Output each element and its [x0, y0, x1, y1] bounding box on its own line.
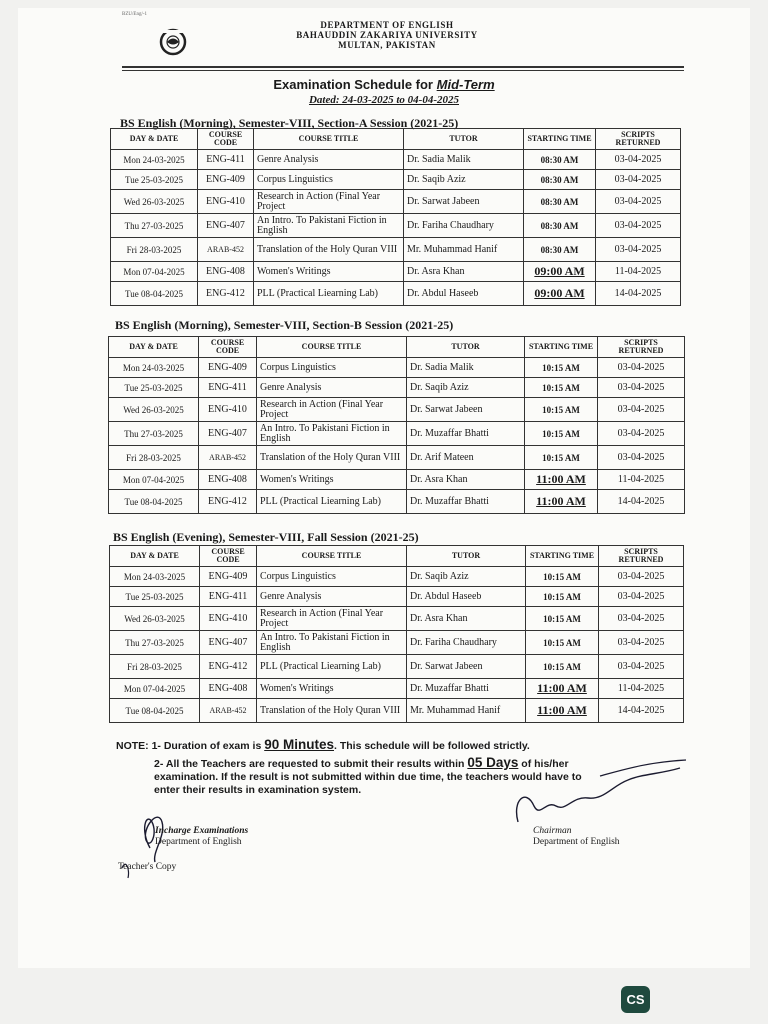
course-code-cell: ENG-408	[198, 262, 254, 282]
header-course-code: COURSE CODE	[199, 337, 257, 358]
day-date-cell: Thu 27-03-2025	[110, 631, 200, 655]
course-title-cell: Genre Analysis	[257, 378, 407, 398]
scripts-returned-cell: 11-04-2025	[596, 262, 681, 282]
day-date-cell: Tue 08-04-2025	[110, 699, 200, 723]
tutor-cell: Dr. Arif Mateen	[407, 446, 525, 470]
signature-block-incharge	[155, 826, 248, 848]
course-title-cell: Translation of the Holy Quran VIII	[257, 446, 407, 470]
starting-time-cell: 09:00 AM	[524, 262, 596, 282]
day-date-cell: Wed 26-03-2025	[111, 190, 198, 214]
title-prefix: Examination Schedule for	[273, 77, 433, 92]
chairman-title: Chairman	[533, 826, 572, 836]
tutor-cell: Mr. Muhammad Hanif	[407, 699, 526, 723]
header-starting-time: STARTING TIME	[524, 129, 596, 150]
tutor-cell: Dr. Muzaffar Bhatti	[407, 422, 525, 446]
course-title-cell: Research in Action (Final Year Project	[257, 398, 407, 422]
section-b-title: BS English (Morning), Semester-VIII, Section-B Session (2021-25)	[115, 318, 454, 332]
starting-time-cell: 10:15 AM	[525, 378, 598, 398]
header-course-title: COURSE TITLE	[257, 546, 407, 567]
note-2-line-3: enter their results in examination system.	[154, 784, 362, 796]
course-code-cell: ARAB-452	[199, 446, 257, 470]
tutor-cell: Dr. Sarwat Jabeen	[404, 190, 524, 214]
right-signature-stroke	[600, 760, 686, 776]
tutor-cell: Dr. Asra Khan	[407, 607, 526, 631]
course-code-cell: ENG-411	[200, 587, 257, 607]
note-2-suffix: of his/her	[521, 758, 569, 770]
day-date-cell: Fri 28-03-2025	[109, 446, 199, 470]
course-code-cell: ARAB-452	[200, 699, 257, 723]
tutor-cell: Dr. Abdul Haseeb	[404, 282, 524, 306]
header-course-title: COURSE TITLE	[257, 337, 407, 358]
scripts-returned-cell: 03-04-2025	[599, 631, 684, 655]
day-date-cell: Tue 25-03-2025	[109, 378, 199, 398]
department-name: DEPARTMENT OF ENGLISH	[320, 20, 454, 30]
note-label: NOTE:	[116, 740, 149, 752]
course-code-cell: ENG-408	[199, 470, 257, 490]
tutor-cell: Mr. Muhammad Hanif	[404, 238, 524, 262]
course-code-cell: ENG-412	[200, 655, 257, 679]
course-code-cell: ENG-409	[200, 567, 257, 587]
day-date-cell: Tue 08-04-2025	[111, 282, 198, 306]
course-title-cell: Corpus Linguistics	[257, 358, 407, 378]
note-2-line-2: examination. If the result is not submitted within due time, the teachers would have to	[154, 771, 582, 783]
starting-time-cell: 10:15 AM	[525, 398, 598, 422]
evening-section-title: BS English (Evening), Semester-VIII, Fall Session (2021-25)	[113, 530, 419, 544]
tutor-cell: Dr. Fariha Chaudhary	[407, 631, 526, 655]
scripts-returned-cell: 03-04-2025	[598, 422, 685, 446]
course-code-cell: ENG-407	[199, 422, 257, 446]
tutor-cell: Dr. Saqib Aziz	[407, 567, 526, 587]
title-term: Mid-Term	[436, 77, 495, 92]
scripts-returned-cell: 03-04-2025	[598, 378, 685, 398]
course-title-cell: An Intro. To Pakistani Fiction in English	[254, 214, 404, 238]
right-signature	[517, 768, 680, 822]
course-code-cell: ENG-412	[198, 282, 254, 306]
day-date-cell: Wed 26-03-2025	[110, 607, 200, 631]
header-starting-time: STARTING TIME	[525, 337, 598, 358]
course-title-cell: Corpus Linguistics	[257, 567, 407, 587]
course-title-cell: Women's Writings	[257, 679, 407, 699]
tutor-cell: Dr. Saqib Aziz	[407, 378, 525, 398]
scripts-returned-cell: 03-04-2025	[599, 587, 684, 607]
header-starting-time: STARTING TIME	[526, 546, 599, 567]
scripts-returned-cell: 03-04-2025	[598, 446, 685, 470]
day-date-cell: Mon 24-03-2025	[110, 567, 200, 587]
day-date-cell: Thu 27-03-2025	[111, 214, 198, 238]
tutor-cell: Dr. Sarwat Jabeen	[407, 398, 525, 422]
header-day-date: DAY & DATE	[110, 546, 200, 567]
course-title-cell: Translation of the Holy Quran VIII	[254, 238, 404, 262]
starting-time-cell: 08:30 AM	[524, 150, 596, 170]
note-1-suffix: . This schedule will be followed strictly.	[334, 740, 530, 752]
tutor-cell: Dr. Sadia Malik	[404, 150, 524, 170]
scripts-returned-cell: 14-04-2025	[596, 282, 681, 306]
course-title-cell: An Intro. To Pakistani Fiction in English	[257, 631, 407, 655]
day-date-cell: Wed 26-03-2025	[109, 398, 199, 422]
header-tutor: TUTOR	[407, 337, 525, 358]
starting-time-cell: 10:15 AM	[526, 567, 599, 587]
header-day-date: DAY & DATE	[111, 129, 198, 150]
course-code-cell: ENG-411	[199, 378, 257, 398]
scripts-returned-cell: 11-04-2025	[599, 679, 684, 699]
city-name: MULTAN, PAKISTAN	[338, 40, 436, 50]
course-title-cell: Women's Writings	[254, 262, 404, 282]
chairman-department: Department of English	[533, 837, 620, 847]
course-code-cell: ENG-410	[198, 190, 254, 214]
course-code-cell: ENG-407	[200, 631, 257, 655]
day-date-cell: Fri 28-03-2025	[110, 655, 200, 679]
tutor-cell: Dr. Muzaffar Bhatti	[407, 490, 525, 514]
starting-time-cell: 09:00 AM	[524, 282, 596, 306]
tutor-cell: Dr. Sadia Malik	[407, 358, 525, 378]
starting-time-cell: 11:00 AM	[526, 679, 599, 699]
starting-time-cell: 10:15 AM	[526, 631, 599, 655]
header-course-title: COURSE TITLE	[254, 129, 404, 150]
day-date-cell: Fri 28-03-2025	[111, 238, 198, 262]
scripts-returned-cell: 03-04-2025	[599, 655, 684, 679]
day-date-cell: Tue 25-03-2025	[111, 170, 198, 190]
course-title-cell: PLL (Practical Liearning Lab)	[254, 282, 404, 306]
tutor-cell: Dr. Asra Khan	[404, 262, 524, 282]
day-date-cell: Mon 07-04-2025	[110, 679, 200, 699]
scripts-returned-cell: 03-04-2025	[599, 567, 684, 587]
incharge-title: Incharge Examinations	[155, 826, 249, 836]
university-name: BAHAUDDIN ZAKARIYA UNIVERSITY	[296, 30, 478, 40]
course-title-cell: Women's Writings	[257, 470, 407, 490]
tutor-cell: Dr. Saqib Aziz	[404, 170, 524, 190]
tutor-cell: Dr. Abdul Haseeb	[407, 587, 526, 607]
section-a-title: BS English (Morning), Semester-VIII, Section-A Session (2021-25)	[120, 116, 459, 130]
scripts-returned-cell: 14-04-2025	[599, 699, 684, 723]
starting-time-cell: 11:00 AM	[525, 490, 598, 514]
exam-duration: 90 Minutes	[264, 737, 334, 752]
tutor-cell: Dr. Asra Khan	[407, 470, 525, 490]
course-title-cell: Corpus Linguistics	[254, 170, 404, 190]
course-code-cell: ENG-409	[198, 170, 254, 190]
scripts-returned-cell: 03-04-2025	[596, 214, 681, 238]
day-date-cell: Tue 08-04-2025	[109, 490, 199, 514]
course-title-cell: Research in Action (Final Year Project	[254, 190, 404, 214]
starting-time-cell: 11:00 AM	[526, 699, 599, 723]
course-title-cell: Genre Analysis	[257, 587, 407, 607]
tutor-cell: Dr. Fariha Chaudhary	[404, 214, 524, 238]
header-tutor: TUTOR	[404, 129, 524, 150]
course-code-cell: ENG-411	[198, 150, 254, 170]
copy-label: Teacher's Copy	[118, 862, 177, 872]
tutor-cell: Dr. Muzaffar Bhatti	[407, 679, 526, 699]
scripts-returned-cell: 03-04-2025	[596, 150, 681, 170]
incharge-department: Department of English	[155, 837, 242, 847]
course-code-cell: ENG-407	[198, 214, 254, 238]
starting-time-cell: 10:15 AM	[526, 587, 599, 607]
course-code-cell: ENG-410	[200, 607, 257, 631]
header-scripts-returned: SCRIPTS RETURNED	[596, 129, 681, 150]
starting-time-cell: 10:15 AM	[526, 607, 599, 631]
course-code-cell: ENG-412	[199, 490, 257, 514]
header-scripts-returned: SCRIPTS RETURNED	[598, 337, 685, 358]
course-code-cell: ENG-409	[199, 358, 257, 378]
header-course-code: COURSE CODE	[198, 129, 254, 150]
course-title-cell: Genre Analysis	[254, 150, 404, 170]
day-date-cell: Mon 07-04-2025	[109, 470, 199, 490]
scripts-returned-cell: 03-04-2025	[598, 358, 685, 378]
day-date-cell: Thu 27-03-2025	[109, 422, 199, 446]
scripts-returned-cell: 11-04-2025	[598, 470, 685, 490]
day-date-cell: Mon 24-03-2025	[109, 358, 199, 378]
tutor-cell: Dr. Sarwat Jabeen	[407, 655, 526, 679]
day-date-cell: Mon 24-03-2025	[111, 150, 198, 170]
starting-time-cell: 11:00 AM	[525, 470, 598, 490]
starting-time-cell: 10:15 AM	[525, 446, 598, 470]
camscanner-badge[interactable]: CS	[621, 986, 650, 1013]
course-code-cell: ARAB-452	[198, 238, 254, 262]
starting-time-cell: 08:30 AM	[524, 214, 596, 238]
starting-time-cell: 08:30 AM	[524, 238, 596, 262]
note-1-prefix: 1- Duration of exam is	[151, 740, 262, 752]
date-range: Dated: 24-03-2025 to 04-04-2025	[308, 94, 459, 106]
starting-time-cell: 08:30 AM	[524, 190, 596, 214]
starting-time-cell: 10:15 AM	[526, 655, 599, 679]
header-scripts-returned: SCRIPTS RETURNED	[599, 546, 684, 567]
course-title-cell: Research in Action (Final Year Project	[257, 607, 407, 631]
starting-time-cell: 10:15 AM	[525, 358, 598, 378]
scripts-returned-cell: 03-04-2025	[596, 238, 681, 262]
scripts-returned-cell: 03-04-2025	[599, 607, 684, 631]
course-title-cell: PLL (Practical Liearning Lab)	[257, 655, 407, 679]
course-title-cell: PLL (Practical Liearning Lab)	[257, 490, 407, 514]
starting-time-cell: 10:15 AM	[525, 422, 598, 446]
document-reference: BZU/Eng/-1	[122, 12, 147, 17]
result-deadline: 05 Days	[467, 755, 519, 770]
course-code-cell: ENG-408	[200, 679, 257, 699]
header-course-code: COURSE CODE	[200, 546, 257, 567]
course-title-cell: Translation of the Holy Quran VIII	[257, 699, 407, 723]
note-2-prefix: 2- All the Teachers are requested to submit their results within	[154, 758, 465, 770]
course-title-cell: An Intro. To Pakistani Fiction in English	[257, 422, 407, 446]
signature-block-chairman	[533, 826, 620, 848]
starting-time-cell: 08:30 AM	[524, 170, 596, 190]
day-date-cell: Tue 25-03-2025	[110, 587, 200, 607]
header-tutor: TUTOR	[407, 546, 526, 567]
day-date-cell: Mon 07-04-2025	[111, 262, 198, 282]
course-code-cell: ENG-410	[199, 398, 257, 422]
scripts-returned-cell: 03-04-2025	[598, 398, 685, 422]
scripts-returned-cell: 14-04-2025	[598, 490, 685, 514]
scripts-returned-cell: 03-04-2025	[596, 170, 681, 190]
header-day-date: DAY & DATE	[109, 337, 199, 358]
scripts-returned-cell: 03-04-2025	[596, 190, 681, 214]
